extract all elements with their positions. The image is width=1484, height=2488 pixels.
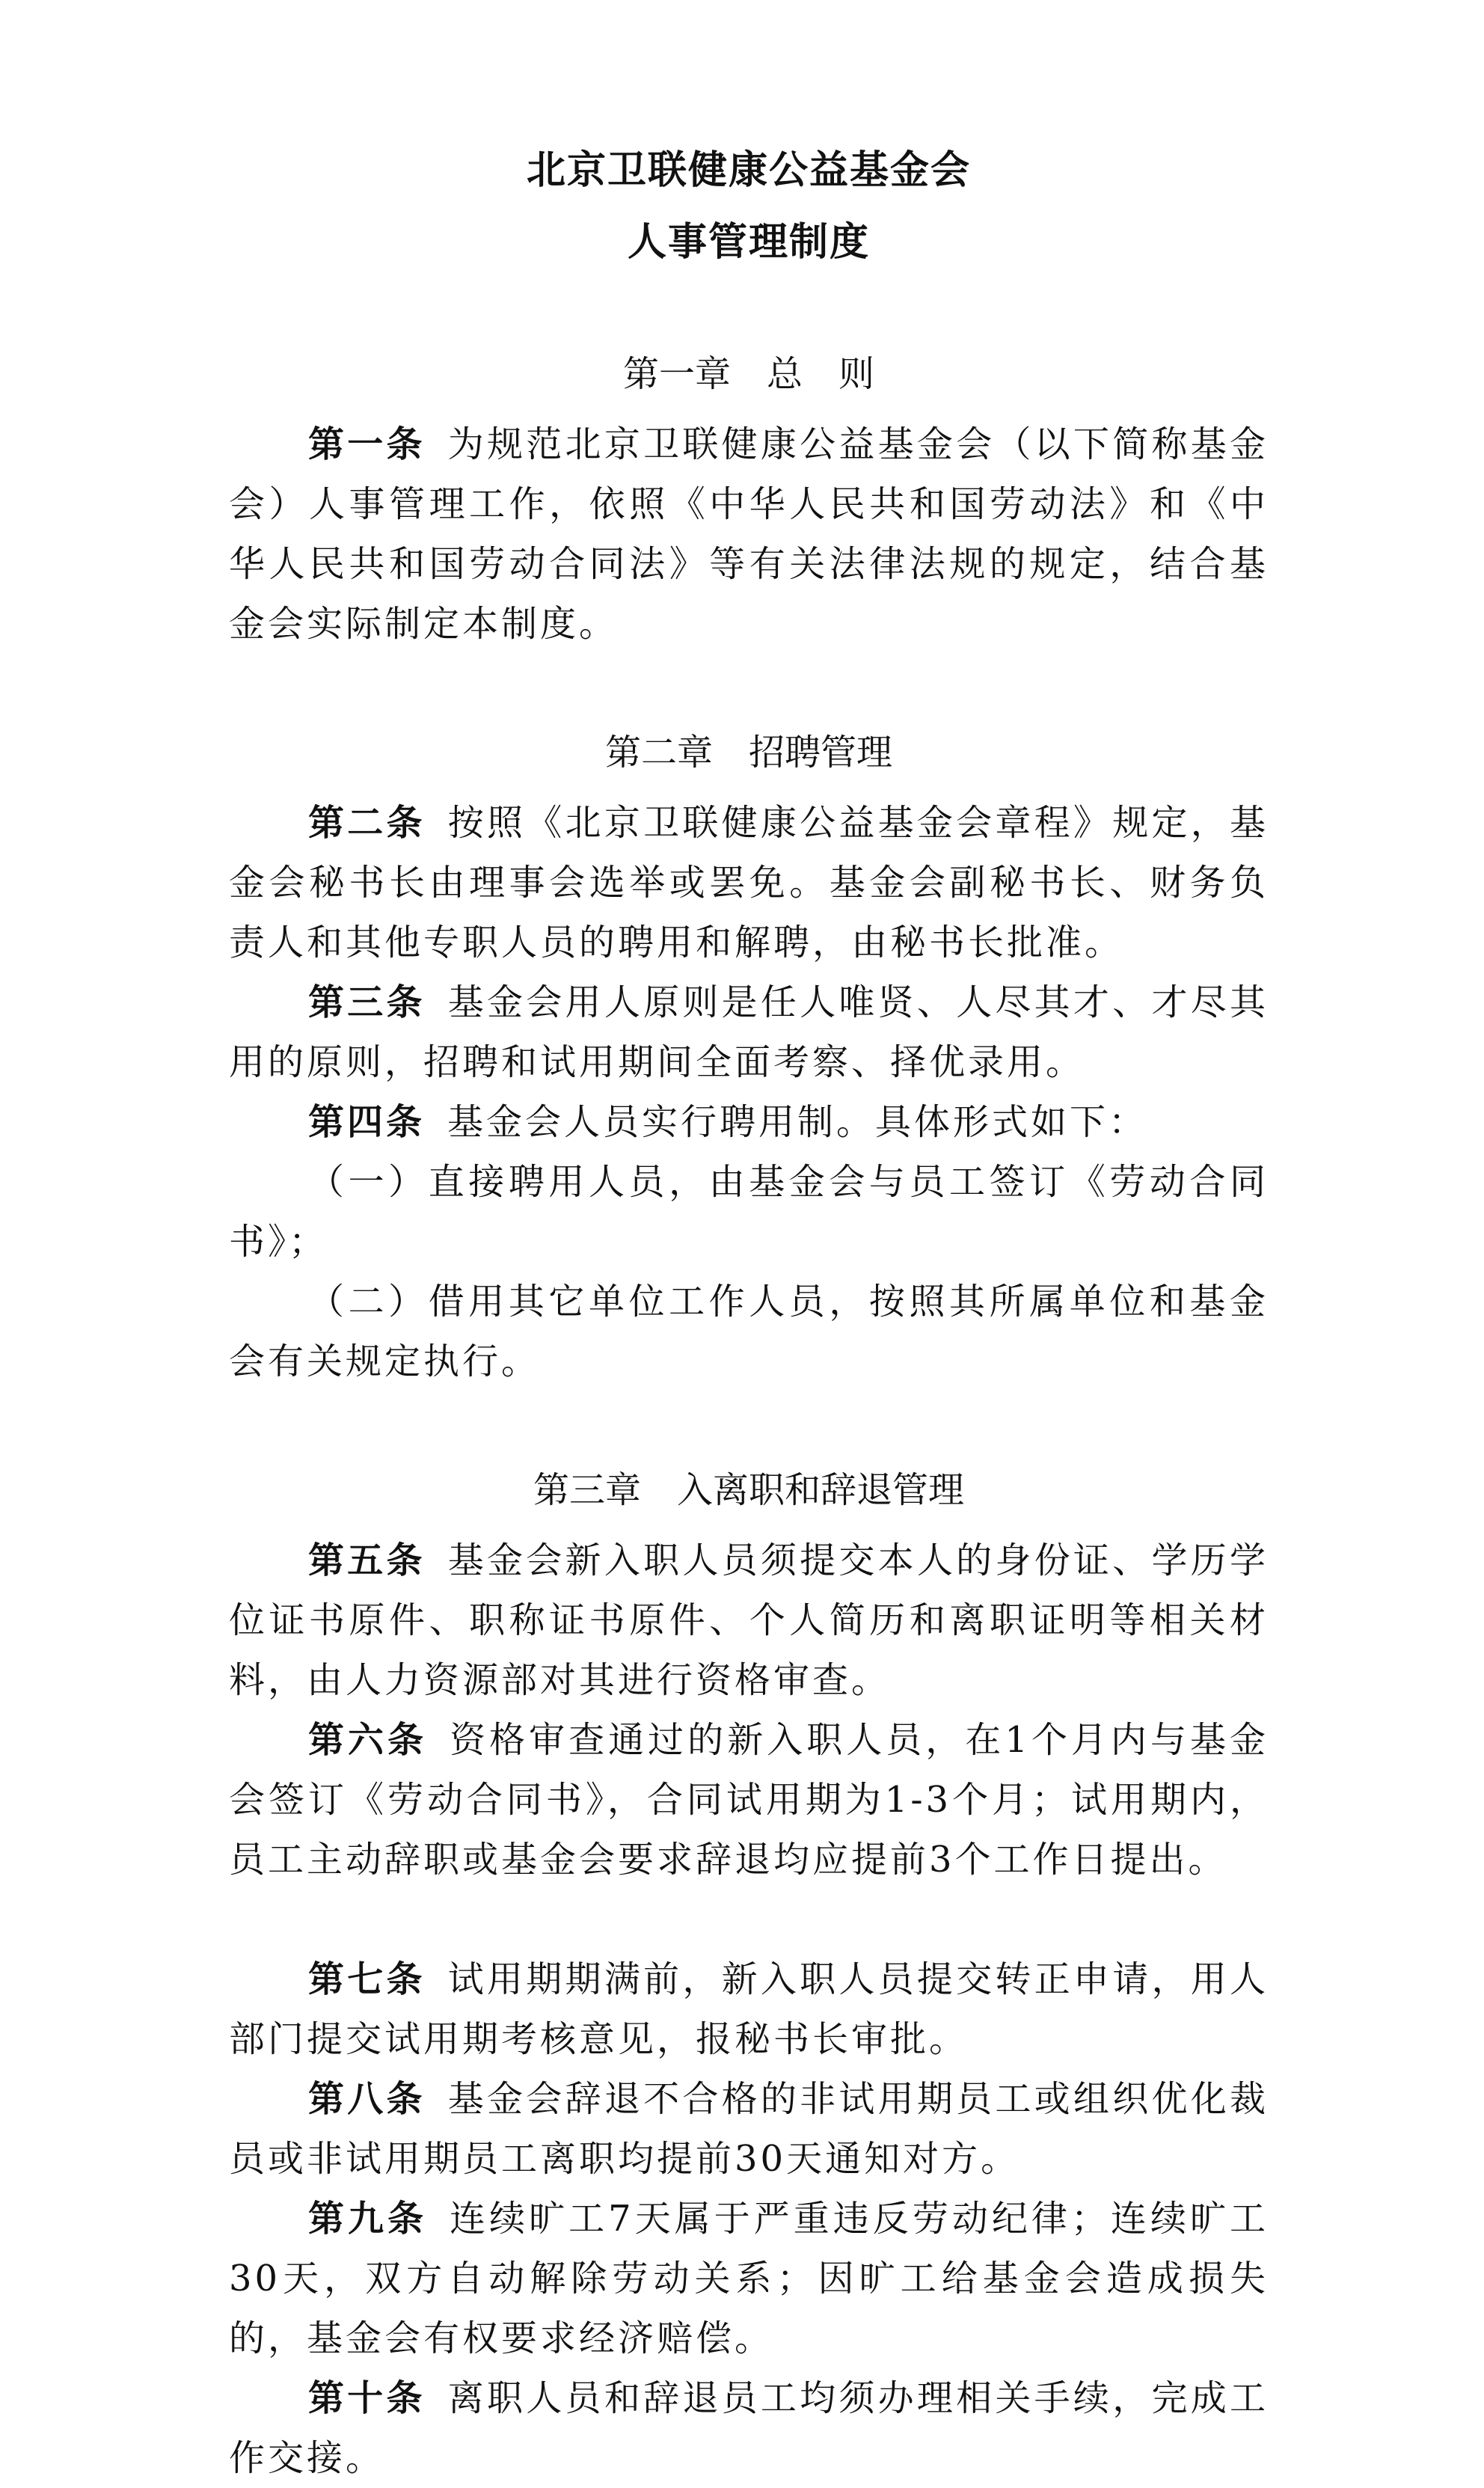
article-1: [229, 414, 1269, 654]
paragraph-gap: [229, 1890, 1269, 1949]
chapter-1: [229, 350, 1269, 654]
document-page: [229, 135, 1269, 2488]
article-8: [229, 2069, 1269, 2189]
list-item-1: （一）直接聘用人员，由基金会与员工签订《劳动合同书》；: [229, 1161, 1269, 1263]
article-label: 第六条: [308, 1719, 428, 1761]
article-4: [229, 1092, 1269, 1152]
article-text: 基金会人员实行聘用制。具体形式如下：: [447, 1101, 1148, 1143]
chapter-2: [229, 729, 1269, 1391]
article-text: 按照《北京卫联健康公益基金会章程》规定，基金会秘书长由理事会选举或罢免。基金会副秘书长、财务负责人和其他专职人员的聘用和解聘，由秘书长批准。: [229, 802, 1269, 963]
article-label: 第二条: [308, 802, 426, 844]
article-label: 第五条: [308, 1539, 426, 1581]
chapter-gap: [229, 1391, 1269, 1466]
document-title-main: 人事管理制度: [627, 219, 870, 265]
article-text: 基金会辞退不合格的非试用期员工或组织优化裁员或非试用期员工离职均提前30天通知对方。: [229, 2078, 1269, 2180]
article-text: 连续旷工7天属于严重违反劳动纪律；连续旷工30天，双方自动解除劳动关系；因旷工给基金会造成损失的，基金会有权要求经济赔偿。: [229, 2198, 1269, 2359]
article-text: 基金会用人原则是任人唯贤、人尽其才、才尽其用的原则，招聘和试用期间全面考察、择优录用。: [229, 981, 1269, 1083]
article-label: 第三条: [308, 981, 426, 1023]
chapter-gap: [229, 654, 1269, 729]
article-text: 试用期期满前，新入职人员提交转正申请，用人部门提交试用期考核意见，报秘书长审批。: [229, 1958, 1269, 2060]
article-label: 第八条: [308, 2078, 426, 2120]
document-title-org: 北京卫联健康公益基金会: [526, 147, 971, 193]
article-2: [229, 793, 1269, 972]
article-6: [229, 1710, 1269, 1890]
article-label: 第一条: [308, 423, 426, 465]
article-label: 第十条: [308, 2377, 426, 2419]
article-10: [229, 2368, 1269, 2488]
article-label: 第四条: [308, 1101, 426, 1143]
chapter-3: [229, 1466, 1269, 2488]
chapter-heading: 第一章 总 则: [622, 353, 874, 395]
article-label: 第七条: [308, 1958, 426, 2000]
article-label: 第九条: [308, 2198, 428, 2240]
article-5: [229, 1531, 1269, 1710]
document-title-block: [229, 135, 1269, 278]
chapter-heading: 第二章 招聘管理: [604, 732, 892, 773]
article-text: 基金会新入职人员须提交本人的身份证、学历学位证书原件、职称证书原件、个人简历和离职证明等相关材料，由人力资源部对其进行资格审查。: [229, 1539, 1269, 1701]
article-text: 为规范北京卫联健康公益基金会（以下简称基金会）人事管理工作，依照《中华人民共和国劳动法》和《中华人民共和国劳动合同法》等有关法律法规的规定，结合基金会实际制定本制度。: [229, 423, 1269, 645]
article-7: [229, 1949, 1269, 2069]
article-text: 离职人员和辞退员工均须办理相关手续，完成工作交接。: [229, 2377, 1269, 2479]
list-item-2: （二）借用其它单位工作人员，按照其所属单位和基金会有关规定执行。: [229, 1281, 1269, 1382]
article-9: [229, 2189, 1269, 2368]
article-text: 资格审查通过的新入职人员，在1个月内与基金会签订《劳动合同书》，合同试用期为1-3个月；试用期内，员工主动辞职或基金会要求辞退均应提前3个工作日提出。: [229, 1719, 1269, 1881]
article-3: [229, 972, 1269, 1092]
chapter-heading: 第三章 入离职和辞退管理: [533, 1469, 964, 1511]
